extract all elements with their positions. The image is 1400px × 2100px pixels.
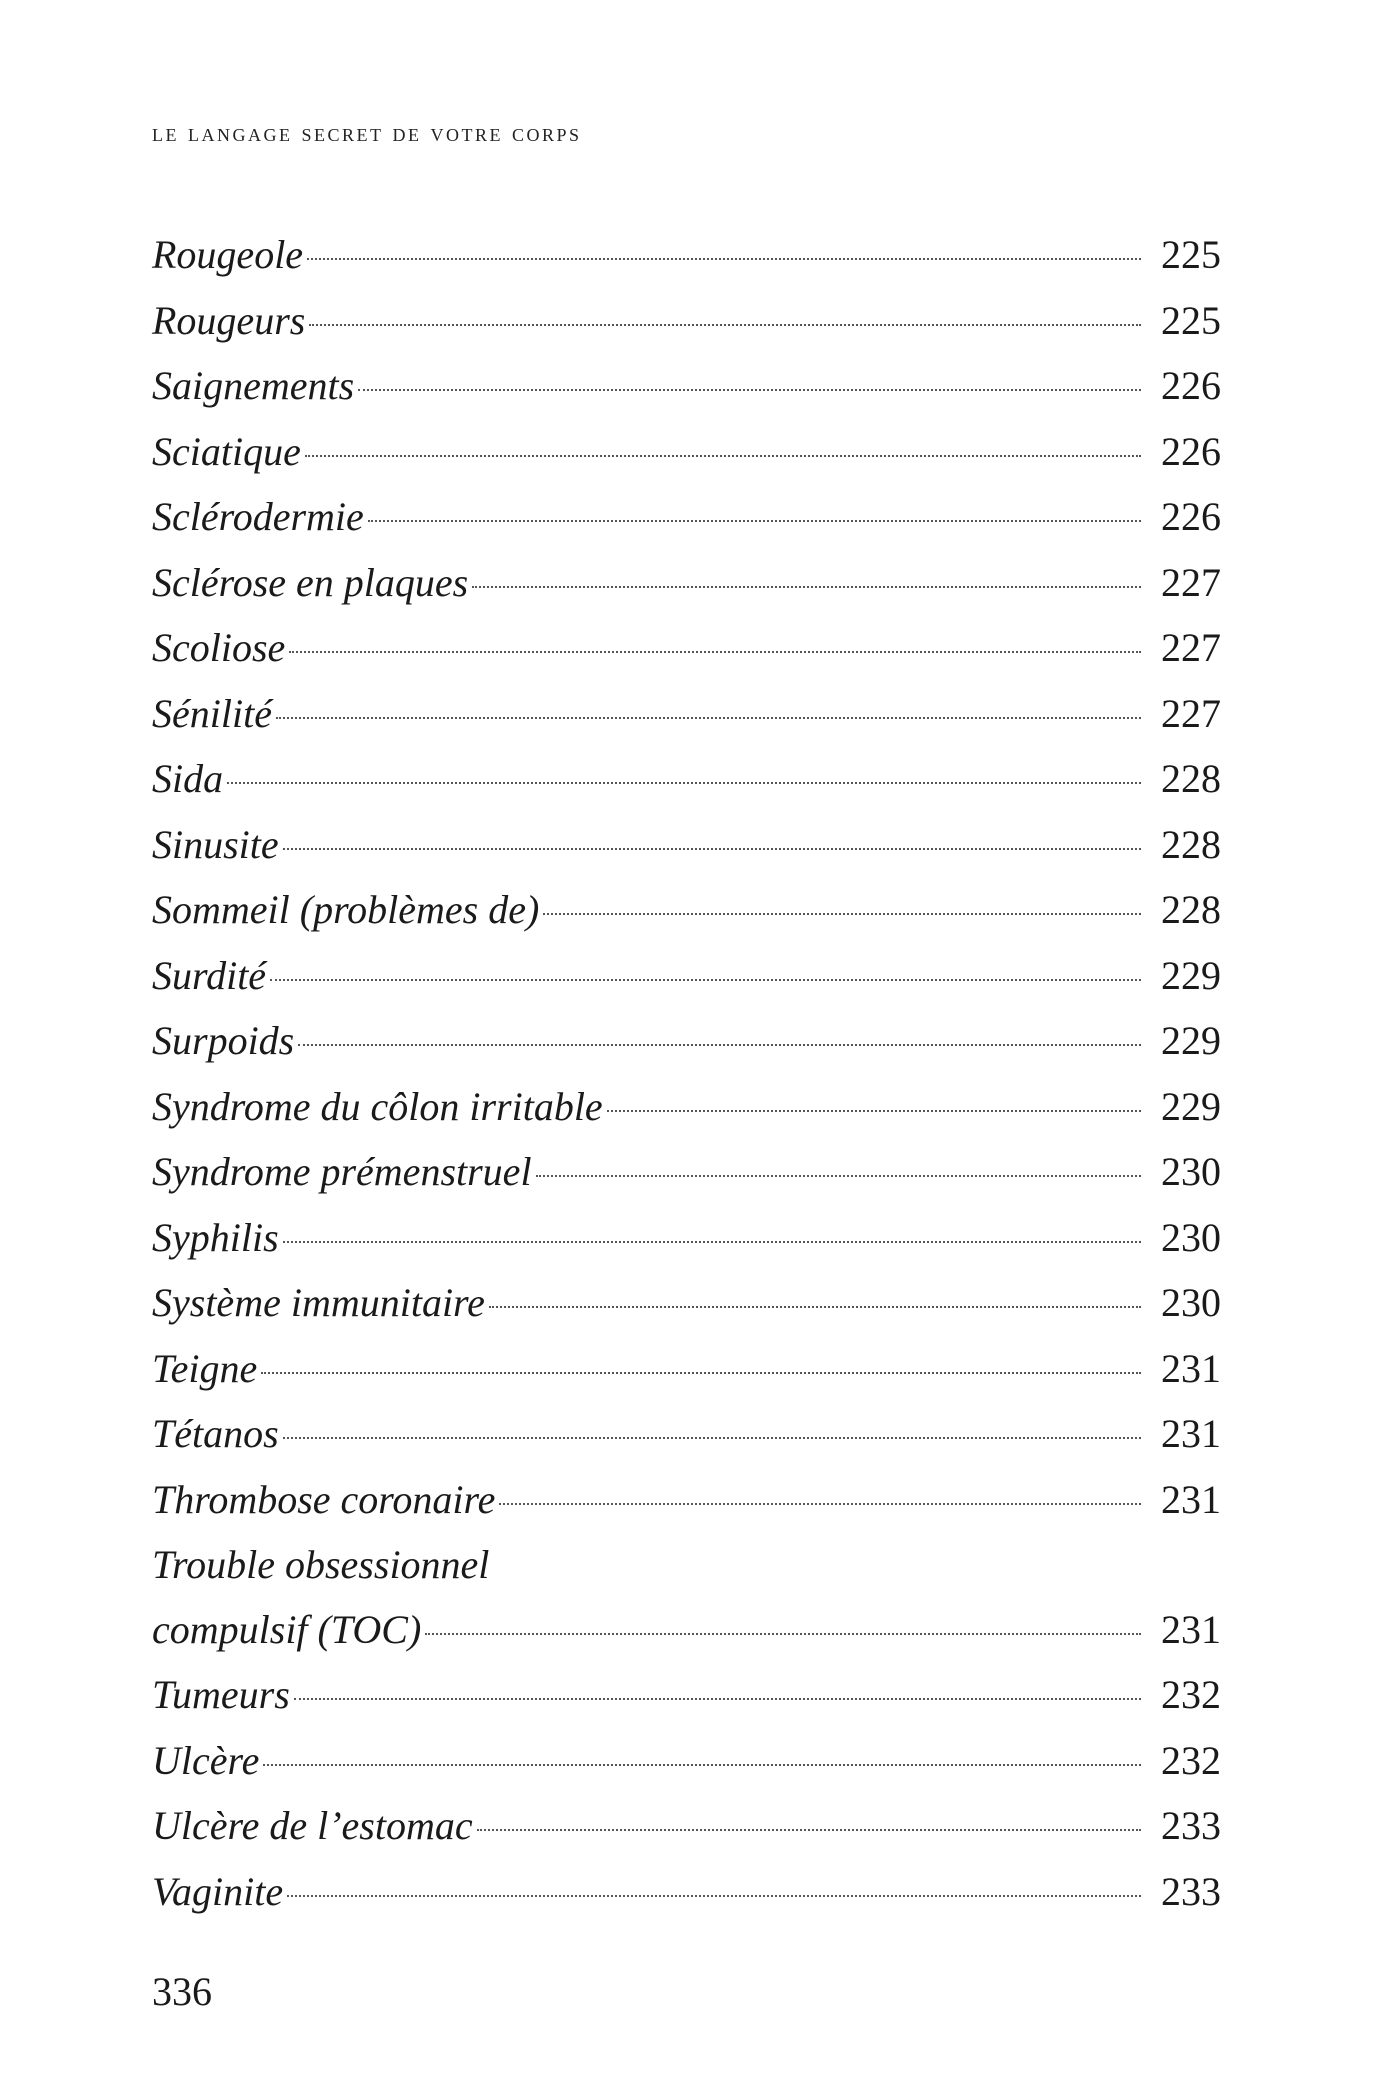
index-entry: [152, 1270, 1221, 1336]
index-entry: [152, 353, 1221, 419]
entry-page: 226: [1161, 363, 1221, 408]
index-entry: [152, 1793, 1221, 1859]
entry-page: 233: [1161, 1868, 1221, 1914]
entry-page: 229: [1161, 1018, 1221, 1063]
entry-title: Rougeole: [152, 232, 304, 277]
index-entry: [152, 1401, 1221, 1467]
index-entry: [152, 1336, 1221, 1402]
index-entry: [152, 1859, 1221, 1925]
entry-page: 231: [1161, 1607, 1221, 1652]
entry-title: Thrombose coronaire: [152, 1476, 496, 1522]
index-entry: [152, 1662, 1221, 1728]
entry-page: 226: [1161, 428, 1221, 474]
running-head: le langage secret de votre corps: [152, 118, 582, 147]
index-entry: [152, 943, 1221, 1009]
entry-page: 228: [1161, 756, 1221, 801]
entry-page: 225: [1161, 232, 1221, 277]
entry-title: Saignements: [152, 363, 355, 408]
dot-leader: [543, 913, 1141, 915]
index-entry: [152, 1728, 1221, 1794]
entry-page: 226: [1161, 494, 1221, 539]
entry-title: Rougeurs: [152, 297, 306, 343]
index-entry: [152, 288, 1221, 354]
entry-page: 229: [1161, 1083, 1221, 1129]
entry-page: 227: [1161, 690, 1221, 736]
dot-leader: [607, 1110, 1141, 1112]
entry-page: 230: [1161, 1280, 1221, 1325]
index-entry: [152, 746, 1221, 812]
entry-title: Sclérose en plaques: [152, 559, 469, 605]
index-entry: [152, 1074, 1221, 1140]
entry-title: Sciatique: [152, 428, 301, 474]
index-list: [152, 222, 1221, 1924]
dot-leader: [261, 1372, 1141, 1374]
entry-title: Tétanos: [152, 1411, 279, 1456]
entry-page: 230: [1161, 1149, 1221, 1194]
entry-title: Ulcère de l’estomac: [152, 1803, 473, 1848]
entry-title: Tumeurs: [152, 1672, 290, 1717]
dot-leader: [477, 1829, 1141, 1831]
dot-leader: [283, 848, 1141, 850]
entry-title: compulsif (TOC): [152, 1607, 422, 1652]
dot-leader: [263, 1764, 1141, 1766]
entry-title: Syphilis: [152, 1214, 279, 1260]
index-entry: [152, 681, 1221, 747]
dot-leader: [536, 1175, 1141, 1177]
dot-leader: [294, 1698, 1141, 1700]
dot-leader: [425, 1633, 1141, 1635]
entry-title: Vaginite: [152, 1868, 284, 1914]
entry-page: 228: [1161, 821, 1221, 867]
entry-title: Surpoids: [152, 1018, 295, 1063]
index-entry: [152, 222, 1221, 288]
dot-leader: [227, 782, 1141, 784]
entry-title: Scoliose: [152, 625, 286, 670]
index-entry: [152, 419, 1221, 485]
entry-page: 227: [1161, 625, 1221, 670]
entry-title: Sida: [152, 756, 224, 801]
index-entry: [152, 615, 1221, 681]
dot-leader: [368, 520, 1141, 522]
entry-title: Syndrome du côlon irritable: [152, 1083, 603, 1129]
entry-page: 229: [1161, 952, 1221, 998]
entry-title: Système immunitaire: [152, 1280, 485, 1325]
index-entry: [152, 1139, 1221, 1205]
entry-title: Teigne: [152, 1345, 258, 1391]
dot-leader: [270, 979, 1141, 981]
index-entry: [152, 1205, 1221, 1271]
index-entry: [152, 1467, 1221, 1533]
entry-title-line1: Trouble obsessionnel: [152, 1542, 490, 1587]
dot-leader: [283, 1437, 1141, 1439]
entry-title: Sinusite: [152, 821, 279, 867]
entry-page: 225: [1161, 297, 1221, 343]
dot-leader: [287, 1895, 1141, 1897]
entry-title: Sclérodermie: [152, 494, 364, 539]
dot-leader: [298, 1044, 1141, 1046]
entry-page: 231: [1161, 1345, 1221, 1391]
entry-page: 232: [1161, 1672, 1221, 1717]
page-number: 336: [152, 1969, 212, 2014]
index-entry: [152, 812, 1221, 878]
index-entry: [152, 1008, 1221, 1074]
dot-leader: [305, 455, 1141, 457]
entry-page: 228: [1161, 887, 1221, 932]
entry-title: Ulcère: [152, 1737, 260, 1783]
entry-page: 233: [1161, 1803, 1221, 1848]
entry-page: 230: [1161, 1214, 1221, 1260]
entry-title: Sénilité: [152, 690, 272, 736]
index-entry: [152, 550, 1221, 616]
dot-leader: [289, 651, 1141, 653]
index-entry: [152, 484, 1221, 550]
entry-title: Syndrome prémenstruel: [152, 1149, 532, 1194]
entry-page: 231: [1161, 1411, 1221, 1456]
entry-title: Sommeil (problèmes de): [152, 887, 540, 932]
dot-leader: [499, 1503, 1141, 1505]
dot-leader: [489, 1306, 1141, 1308]
index-entry: [152, 877, 1221, 943]
dot-leader: [358, 389, 1141, 391]
entry-page: 231: [1161, 1476, 1221, 1522]
dot-leader: [283, 1241, 1141, 1243]
dot-leader: [276, 717, 1141, 719]
entry-title: Surdité: [152, 952, 267, 998]
entry-page: 232: [1161, 1737, 1221, 1783]
index-entry: [152, 1532, 1221, 1662]
dot-leader: [472, 586, 1141, 588]
dot-leader: [309, 324, 1141, 326]
dot-leader: [307, 258, 1141, 260]
entry-page: 227: [1161, 559, 1221, 605]
